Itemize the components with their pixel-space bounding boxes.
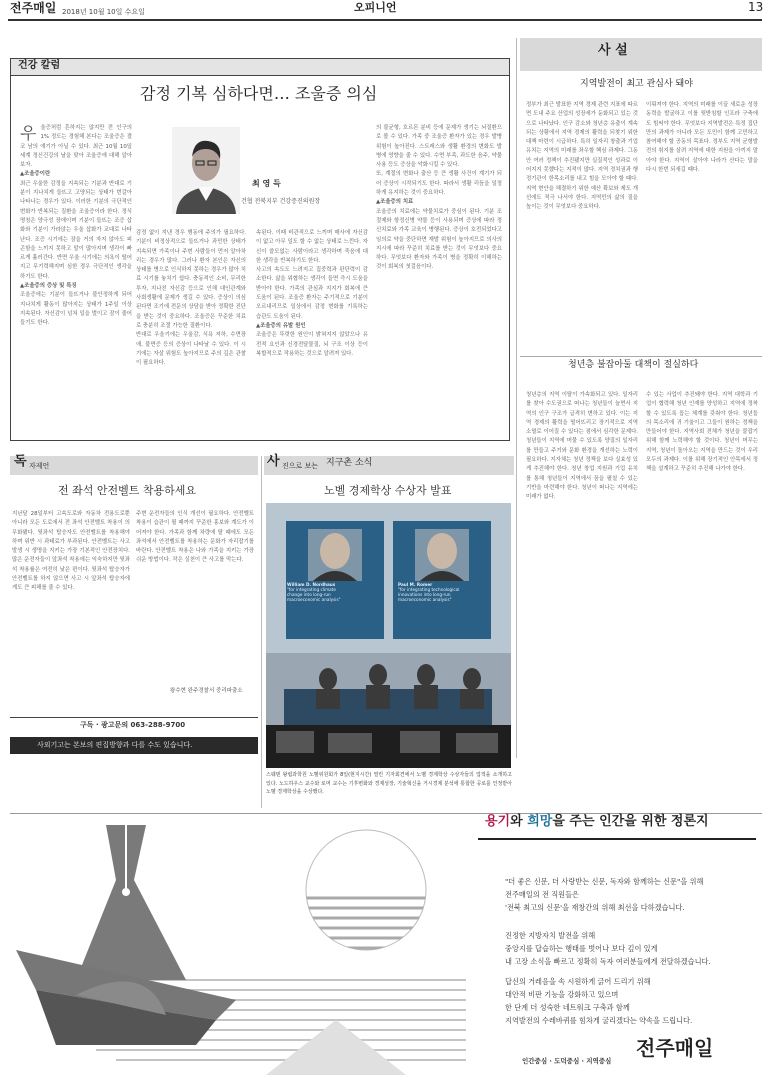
citation-right: "for integrating technological innovations into long-run macroeconomic analysis": [398, 587, 460, 602]
ad-headline-hope: 희망: [527, 814, 553, 829]
opinion-label-small: 자제언: [29, 462, 50, 470]
health-paragraph: 조울증은 뚜렷한 원인이 밝혀지지 않았으나 유전적 요인과 신경전달물질, 뇌 구조 이상 등이 복합적으로 작용하는 것으로 알려져 있다.: [256, 332, 368, 357]
editorial-2-left: 청년층의 지역 이탈이 가속화되고 있다. 일자리를 찾아 수도권으로 떠나는 청년들이 늘면서 지역의 인구 구조가 급격히 변하고 있다. 이는 지역 경제의 활력을 떨어뜨리고 장기적으로 지역 소멸로 이어질 수 있다는 점에서 심각한 문제다. 청년들이 지역에 머물 수 있도록 양질의 일자리를 만들고 주거와 문화 환경을 개선하는 노력이 필요하다. 지자체는 청년 정책을 보다 실효성 있게 추진해야 한다. 청년 창업 지원과 기업 유치를 통해 청년들이 지역에서 꿈을 펼칠 수 있는 기반을 마련해야 한다. 청년이 떠나는 지역에는 미래가 없다.: [526, 392, 638, 501]
screen-caption-right: [398, 582, 478, 602]
editorial-title-2: 청년층 불잡아둘 대책이 절실하다: [568, 360, 699, 370]
ad-pledge-1: "더 좋은 신문, 더 사랑받는 신문, 독자와 함께하는 신문"을 위해 전주매일의 전 직원들은 '전북 최고의 신문'을 재창간의 위해 최선을 다하겠습니다.: [505, 877, 704, 912]
screen-caption-left: [287, 582, 352, 602]
health-column-header: [10, 58, 510, 76]
ad-pledge-2: 진정한 지방자치 발전을 위해 중앙지를 답습하는 행태를 벗어나 보다 깊이 있게 내 고장 소식을 빠르고 정확히 독자 여러분들에게 전달하겠습니다.: [505, 931, 711, 966]
health-lead: 울증처럼 흔하지는 않지만 전 인구의 1% 정도는 경험해 본다는 조울증은 결코 남의 얘기가 아닐 수 있다. 최근 10월 10일 세계 정신건강의 날을 맞아 조울증에 대해 알아보자.: [20, 125, 132, 169]
health-subhead: ▲조울증의 치료: [376, 199, 414, 206]
author-name: 최 영 득: [252, 179, 281, 188]
laureate-name-left: William D. Nordhaus: [287, 582, 336, 587]
health-subhead: ▲조울증의 증상 및 특징: [20, 283, 77, 290]
page-number: 13: [748, 0, 764, 14]
health-col-2: [136, 229, 246, 437]
photo-caption: 스웨덴 왕립과학원 노벨위원회가 8일(현지시간) 열린 기자회견에서 노벨 경제학상 수상자들의 업적을 소개하고 있다. 노드하우스 교수와 로머 교수는 기후변화와 경제성장, 기술혁신을 거시경제 분석에 통합한 공로를 인정받아 노벨 경제학상을 수상했다.: [266, 772, 512, 796]
press-conference-photo: [266, 503, 511, 768]
photo-label-mid: 진으로 보는: [282, 462, 319, 470]
author-title: 건협 전북지부 건강증진의원장: [241, 198, 321, 205]
health-col-1: [20, 124, 132, 436]
subscription-info: 구독 · 광고문의 063-288-9700: [80, 721, 186, 729]
health-title: 감정 기복 심하다면… 조울증 의심: [140, 84, 378, 103]
citation-left: "for integrating climate change into long-run macroeconomic analysis": [287, 587, 341, 602]
opinion-col-2: 주변 운전자들의 인식 개선이 필요하다. 안전벨트 착용이 습관이 될 때까지 꾸준한 홍보와 계도가 이어져야 한다. 가족과 함께 차량에 탈 때에도 모든 좌석에서 안전벨트를 착용하는 문화가 자리잡기를 바란다. 안전벨트 착용은 나와 가족을 지키는 가장 쉬운 방법이다. 작은 실천이 큰 사고를 막는다.: [136, 511, 254, 564]
health-subhead: ▲조울증이란: [20, 171, 51, 178]
photo-label-em: 지구촌 소식: [326, 458, 373, 468]
laureate-name-right: Paul M. Romer: [398, 582, 433, 587]
opinion-byline: 왕수현 완주경찰서 중리파출소: [170, 688, 243, 694]
ad-pledge-3: 답신의 거레음을 속 시원하게 긁어 드리기 위해 대안적 비판 기능을 강화하고 있으며 한 단계 더 성숙한 네트워크 구축과 함께 지역발전의 수레바퀴를 힘차게 굴리겠다는 약속을 드립니다.: [505, 977, 693, 1025]
issue-date: 2018년 10월 10일 수요일: [62, 8, 145, 16]
drop-cap: 우: [20, 124, 37, 144]
opinion-title: 전 좌석 안전벨트 착용하세요: [58, 484, 197, 497]
section-name: 오피니언: [354, 1, 397, 14]
photo-label-big: 사: [267, 454, 280, 469]
column-divider: [261, 456, 262, 808]
health-paragraph: 반대로 우울기에는 우울감, 식욕 저하, 수면장애, 불면증 등의 증상이 나타날 수 있다. 이 시기에는 자살 위험도 높아지므로 주의 깊은 관찰이 필요하다.: [136, 332, 246, 367]
health-paragraph: 최근 우울한 감정을 지속되는 기분과 반대로 기분이 지나치게 들뜨고 고양되는 상태가 번갈아 나타나는 경우가 있다. 이러한 기분의 극단적인 변화가 반복되는 질환을 조울증이라 한다. 정식 명칭은 양극성 장애이며 기분이 들뜨는 조증 삽화와 기분이 가라앉는 우울 삽화가 교대로 나타난다. 조증 시기에는 잠을 거의 자지 않아도 피곤함을 느끼지 못하고 말이 많아지며 생각이 빠르게 흘러간다. 반면 우울 시기에는 의욕이 떨어지고 무기력해지며 심한 경우 극단적인 생각을 하기도 한다.: [20, 180, 132, 280]
ad-headline-and: 와: [510, 814, 528, 829]
ad-headline-rest: 을 주는 인간을 위한 정론지: [552, 814, 709, 829]
ad-slogan: 인간중심 · 도덕중심 · 지역중심: [522, 1057, 612, 1065]
health-paragraph: 사고의 속도도 느려지고 집중력과 판단력이 감소한다. 삶을 위협하는 생각이 들면 즉시 도움을 받아야 한다. 가족의 관심과 지지가 회복에 큰 도움이 된다. 조울증 환자는 주기적으로 기분이 오르내리므로 일상에서 감정 변화를 기록하는 습관도 도움이 된다.: [256, 267, 368, 320]
opinion-col-1: 지난달 28일부터 고속도로와 자동차 전용도로뿐 아니라 모든 도로에서 전 좌석 안전벨트 착용이 의무화됐다. 뒷좌석 탑승자도 안전벨트를 착용해야 하며 위반 시 과태료가 부과된다. 안전벨트는 사고 발생 시 생명을 지키는 가장 기본적인 안전장치다. 많은 운전자들이 앞좌석 착용에는 익숙하지만 뒷좌석 착용률은 여전히 낮은 편이다. 뒷좌석 탑승자가 안전벨트를 하지 않으면 사고 시 앞좌석 탑승자에게도 큰 피해를 줄 수 있다.: [12, 511, 130, 592]
subscription-rule: [10, 717, 258, 718]
masthead-logo: 전주매일: [10, 1, 57, 15]
health-paragraph: 또, 계절의 변화나 출산 등 큰 생활 사건이 계기가 되어 증상이 시작되기도 한다. 따라서 생활 리듬을 일정하게 유지하는 것이 중요하다.: [376, 171, 502, 197]
photo-title: 노벨 경제학상 수상자 발표: [324, 484, 452, 497]
header-rule: [8, 19, 762, 21]
health-paragraph: 조울증에는 기분이 들뜨거나 불안정하게 되어 지나치게 활동이 많아지는 상태가 1주일 이상 지속된다. 자신감이 넘쳐 일을 벌이고 잠이 줄어들기도 한다.: [20, 292, 132, 327]
health-paragraph: 의 불균형, 호르몬 분비 등에 문제가 생기는 뇌질환으로 볼 수 있다. 가족 중 조울증 환자가 있는 경우 발병 위험이 높아진다. 스트레스와 생활 환경의 변화도 발병에 영향을 줄 수 있다. 수면 부족, 과도한 음주, 약물 사용 등도 증상을 악화시킬 수 있다.: [376, 125, 502, 169]
ad-headline-courage: 용기: [485, 814, 511, 829]
health-col-4: [376, 124, 502, 437]
editorial-header: [520, 38, 762, 71]
ad-illustration: [16, 820, 466, 1086]
editorial-title-1: 지역발전이 최고 관심사 돼야: [580, 79, 693, 89]
health-subhead: ▲조울증의 유발 원인: [256, 322, 306, 329]
ad-headline: [485, 814, 709, 829]
health-paragraph: 감정 없이 지낸 경우 행동에 주의가 필요하다. 기분이 비정상적으로 들뜨거나 과민한 상태가 지속되면 가족이나 주변 사람들이 먼저 알아차리는 경우가 많다. 그러나 환자 본인은 자신의 상태를 병으로 인식하지 못하는 경우가 많아 치료 시기를 놓치기 쉽다. 충동적인 소비, 무리한 투자, 지나친 자신감 등으로 인해 대인관계와 사회생활에 문제가 생길 수 있다. 증상이 의심된다면 조기에 전문의 상담을 받아 정확한 진단을 받는 것이 중요하다. 조울증은 꾸준한 치료로 충분히 조절 가능한 질환이다.: [136, 230, 246, 329]
health-paragraph: 조울증의 치료에는 약물치료가 중심이 된다. 기분 조절제와 항정신병 약물 등이 사용되며 증상에 따라 정신치료와 가족 교육이 병행된다. 증상이 호전되었다고 임의로 약을 중단하면 재발 위험이 높아지므로 의사의 지시에 따라 꾸준히 치료를 받는 것이 무엇보다 중요하다. 무엇보다 환자와 가족이 병을 정확히 이해하는 것이 회복의 첫걸음이다.: [376, 208, 502, 271]
editorial-1-left: 정부가 최근 발표한 지역 경제 관련 지표에 따르면 도내 주요 산업의 성장세가 둔화되고 있는 것으로 나타났다. 인구 감소와 청년층 유출이 계속되는 상황에서 지역 경제의 활력을 되찾기 위한 대책 마련이 시급하다. 특히 일자리 창출과 기업 유치는 지역의 미래를 좌우할 핵심 과제다. 그동안 여러 정책이 추진됐지만 실질적인 성과로 이어지지 못했다는 지적이 많다. 지역 정치권과 행정기관이 한목소리를 내고 힘을 모아야 할 때다. 지역 현안을 해결하기 위한 예산 확보와 제도 개선에도 적극 나서야 한다. 지역민의 삶의 질을 높이는 것이 무엇보다 중요하다.: [526, 102, 638, 211]
column-divider: [516, 38, 517, 758]
editorial-2-right: 수 있는 사업이 추진돼야 한다. 지역 대학과 기업이 협력해 청년 인재를 양성하고 지역에 정착할 수 있도록 돕는 체계를 갖춰야 한다. 청년들의 목소리에 귀 기울이고 그들이 원하는 정책을 만들어야 한다. 지역사회 전체가 청년을 붙잡기 위해 함께 노력해야 할 것이다. 청년이 머무는 지역, 청년이 돌아오는 지역을 만드는 것이 우리 모두의 과제다. 이를 위해 장기적인 안목에서 정책을 설계하고 꾸준히 추진해 나가야 한다.: [646, 392, 758, 473]
health-paragraph: 속된다. 이때 비관적으로 느끼며 매사에 자신감이 없고 아무 일도 할 수 없는 상태로 느낀다. 자신이 쓸모없는 사람이라고 생각하며 죽음에 대한 생각을 반복하기도 한다.: [256, 230, 368, 264]
health-column-label: 건강 칼럼: [18, 60, 61, 71]
editorial-label: 사 설: [598, 43, 628, 58]
ad-headline-rule: [478, 838, 756, 840]
editorial-divider: [520, 356, 762, 357]
ad-logo: 전주매일: [636, 1036, 714, 1060]
disclaimer-text: 사외기고는 본보의 편집방향과 다를 수도 있습니다.: [37, 741, 193, 749]
editorial-1-right: 이뤄져야 한다. 지역의 미래를 이끌 새로운 성장 동력을 발굴하고 이를 뒷받침할 인프라 구축에도 힘써야 한다. 무엇보다 지역발전은 특정 집단만의 과제가 아니라 모든 도민이 함께 고민하고 참여해야 할 공동의 목표다. 정부도 지역 균형발전의 취지를 살려 지역에 대한 지원을 아끼지 말아야 한다. 지역이 살아야 나라가 산다는 말을 다시 한번 되새길 때다.: [646, 102, 758, 174]
health-col-3: [256, 229, 368, 437]
opinion-label-big: 독: [14, 454, 27, 469]
author-photo: [172, 127, 240, 214]
